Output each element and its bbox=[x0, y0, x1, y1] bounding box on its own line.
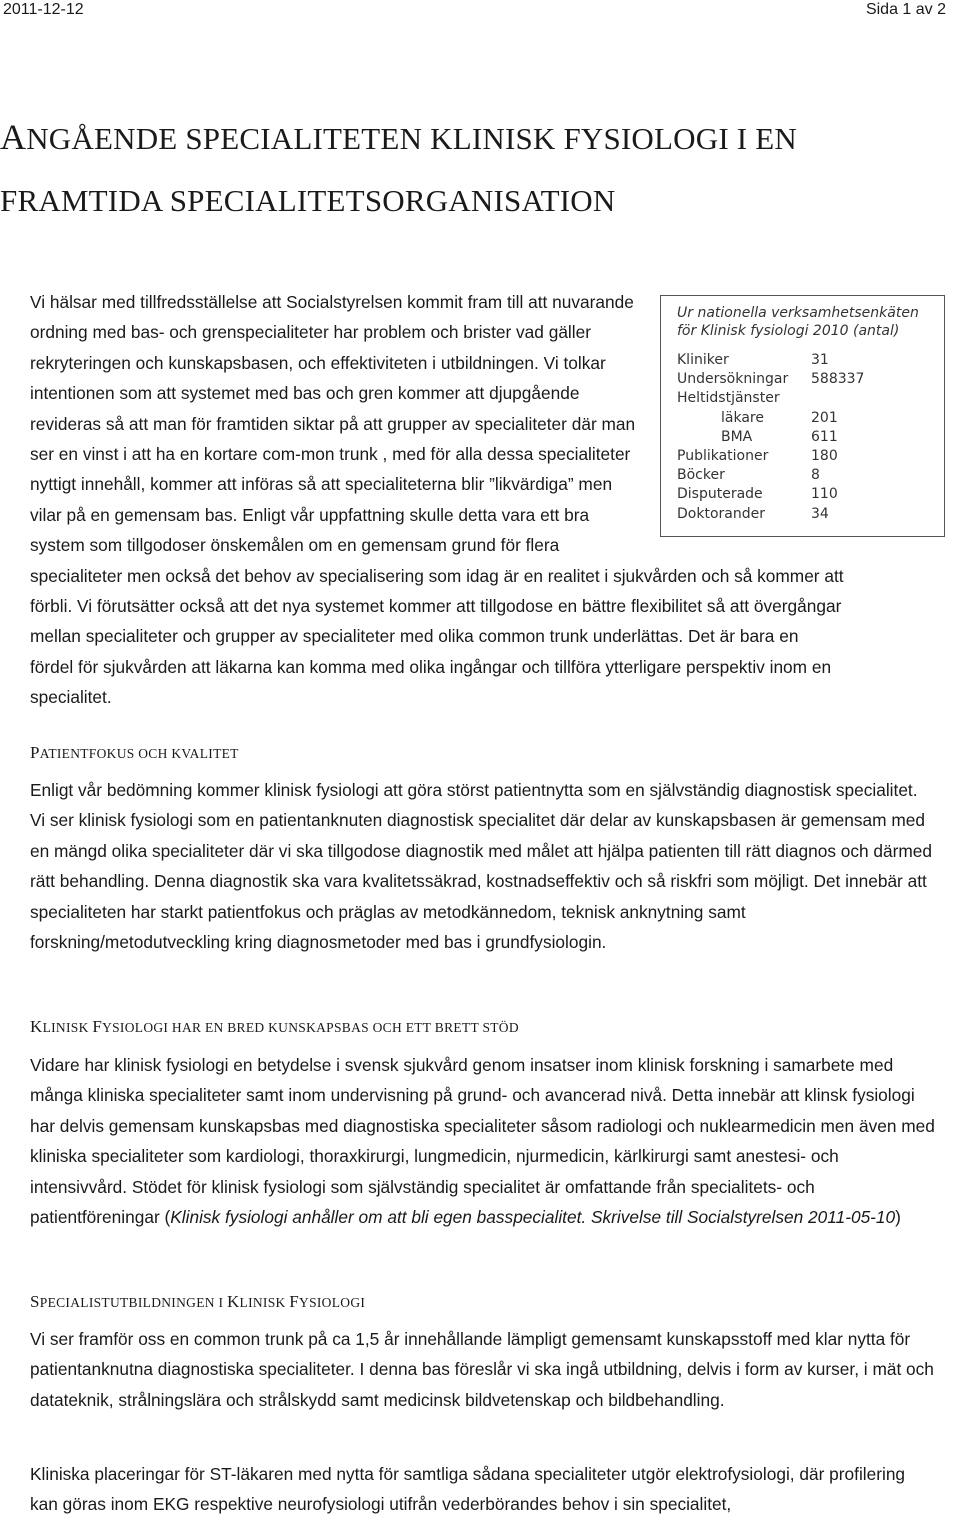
page-title-line-1 bbox=[0, 116, 797, 158]
factbox-value: 201 bbox=[811, 409, 838, 426]
page-title-line-2: FRAMTIDA SPECIALITETSORGANISATION bbox=[0, 183, 616, 218]
factbox-row bbox=[677, 370, 944, 389]
factbox-label: Heltidstjänster bbox=[677, 390, 780, 407]
factbox-row bbox=[677, 485, 944, 504]
section-paragraph-kunskapsbas bbox=[30, 1050, 935, 1232]
factbox-value: 180 bbox=[811, 448, 838, 465]
factbox-label: BMA bbox=[721, 428, 753, 445]
factbox-label: läkare bbox=[721, 409, 764, 426]
factbox-label: Undersökningar bbox=[677, 371, 789, 388]
heading-initial: K bbox=[30, 1017, 43, 1036]
header-date: 2011-12-12 bbox=[3, 1, 84, 18]
title-line-1-rest: NGÅENDE SPECIALITETEN KLINISK FYSIOLOGI I EN bbox=[26, 121, 798, 156]
section-heading-kunskapsbas bbox=[30, 1017, 519, 1037]
factbox-label: Kliniker bbox=[677, 352, 729, 368]
factbox-row bbox=[677, 447, 944, 466]
heading-part: YSIOLOGI HAR EN BRED KUNSKAPSBAS OCH ETT BRETT STÖD bbox=[102, 1020, 519, 1035]
factbox-row bbox=[677, 505, 944, 524]
intro-text: Vi hälsar med tillfredsställelse att Socialstyrelsen kommit fram till att nuvarande ordning med bas- och grenspecialiteter har problem och brister vad gäller rekryteringen och kunskapsbasen, och effektiviteten i utbildningen. Vi tolkar intentionen som att systemet med bas och gren kommer att djupgående revideras så att man för framtiden siktar på att grupper av specialiteter där man ser en vinst i att ha en kortare com-mon trunk , med för alla dessa specialiteter nyttigt innehåll, kommer att införas så att specialiteterna blir ”likvärdiga” men vilar på en gemensam bas. Enligt vår uppfattning skulle detta vara ett bra system som tillgodoser önskemålen om en gemensam grund för flera specialiteter men också det behov av specialisering som idag är en realitet i sjukvården och så kommer att förbli. Vi förutsätter också att det nya systemet kommer att tillgodose en bättre flexibilitet så att övergångar mellan specialiteter och grupper av specialiteter med olika common trunk underlättas. Det är bara en fördel för sjukvården att läkarna kan komma med olika ingångar och tillföra ytterligare perspektiv inom en specialitet. bbox=[30, 292, 844, 708]
heading-part: PECIALISTUTBILDNINGEN I bbox=[39, 1295, 227, 1310]
heading-initial: K bbox=[226, 1292, 240, 1311]
factbox-value: 31 bbox=[811, 352, 829, 368]
section-heading-patientfokus bbox=[30, 743, 239, 763]
heading-initial: F bbox=[92, 1017, 103, 1036]
heading-initial: S bbox=[30, 1292, 40, 1311]
citation-italic: Klinisk fysiologi anhåller om att bli egen basspecialitet. Skrivelse till Socialstyrelsen 2011-05-10 bbox=[170, 1207, 896, 1228]
factbox-row bbox=[677, 389, 944, 408]
factbox-caption-line-1: Ur nationella verksamhetsenkäten bbox=[677, 305, 919, 321]
factbox-caption bbox=[677, 304, 944, 340]
section-paragraph-specialistutbildning: Vi ser framför oss en common trunk på ca 1,5 år innehållande lämpligt gemensamt kunskapsstoff med klar nytta för patientanknutna diagnostiska specialiteter. I denna bas föreslår vi ska ingå utbildning, delvis i form av kurser, i mät och datateknik, strålningslära och strålskydd samt medicinsk bildvetenskap och bildbehandling. bbox=[30, 1329, 934, 1410]
factbox-label: Disputerade bbox=[677, 486, 763, 503]
factbox-value: 110 bbox=[811, 486, 838, 503]
factbox-value: 34 bbox=[811, 505, 829, 522]
heading-initial: P bbox=[30, 743, 40, 762]
factbox-label: Böcker bbox=[677, 467, 725, 484]
factbox-row bbox=[677, 409, 944, 428]
factbox-value: 8 bbox=[811, 467, 820, 484]
paragraph-text: Vidare har klinisk fysiologi en betydelse i svensk sjukvård genom insatser inom klinisk forskning i samarbete med många kliniska specialiteter samt inom undervisning på grund- och avancerad nivå. Detta innebär att klinsk fysiologi har delvis gemensam kunskapsbas med diagnostiska specialiteter såsom radiologi och nuklearmedicin men även med kliniska specialiteter som kardiologi, thoraxkirurgi, lungmedicin, njurmedicin, kärlkirurgi samt anestesi- och intensivvård. Stödet för klinisk fysiologi som självständig specialitet är omfattande från specialitets- och patientföreningar ( bbox=[30, 1055, 935, 1228]
factbox-caption-line-2: för Klinisk fysiologi 2010 (antal) bbox=[677, 323, 900, 339]
section-paragraph-kliniska-placeringar: Kliniska placeringar för ST-läkaren med nytta för samtliga sådana specialiteter utgör elektrofysiologi, där profilering kan göras inom EKG respektive neurofysiologi utifrån vederbörandes behov i sin specialitet, bbox=[30, 1464, 906, 1515]
factbox-row bbox=[677, 428, 944, 447]
section-heading-specialistutbildning bbox=[30, 1292, 365, 1312]
heading-rest: ATIENTFOKUS OCH KVALITET bbox=[39, 746, 239, 761]
factbox-label: Publikationer bbox=[677, 448, 769, 465]
header-page-number: Sida 1 av 2 bbox=[865, 1, 946, 18]
title-initial: A bbox=[0, 117, 27, 157]
paragraph-text-end: ) bbox=[895, 1207, 901, 1228]
section-paragraph-patientfokus: Enligt vår bedömning kommer klinisk fysiologi att göra störst patientnytta som en självständig diagnostisk specialitet. Vi ser klinisk fysiologi som en patientanknuten diagnostisk specialitet där delar av kunskapsbasen är gemensam med en mängd olika specialiteter där vi ska tillgodose diagnostik med målet att hjälpa patienten till rätt diagnos och därmed rätt behandling. Denna diagnostik ska vara kvalitetssäkrad, kostnadseffektiv och så riskfri som möjligt. Det innebär att specialiteten har starkt patientfokus och präglas av metodkännedom, teknisk anknytning samt forskning/metodutveckling kring diagnosmetoder med bas i grundfysiologin. bbox=[30, 780, 933, 953]
heading-part: LINISK bbox=[42, 1020, 93, 1035]
statistics-factbox bbox=[660, 295, 945, 537]
heading-part: YSIOLOGI bbox=[299, 1295, 366, 1310]
factbox-label: Doktorander bbox=[677, 505, 765, 522]
factbox-row bbox=[677, 351, 944, 370]
factbox-row bbox=[677, 466, 944, 485]
factbox-value: 611 bbox=[811, 428, 838, 445]
factbox-value: 588337 bbox=[811, 371, 865, 388]
heading-initial: F bbox=[289, 1292, 300, 1311]
heading-part: LINISK bbox=[239, 1295, 290, 1310]
